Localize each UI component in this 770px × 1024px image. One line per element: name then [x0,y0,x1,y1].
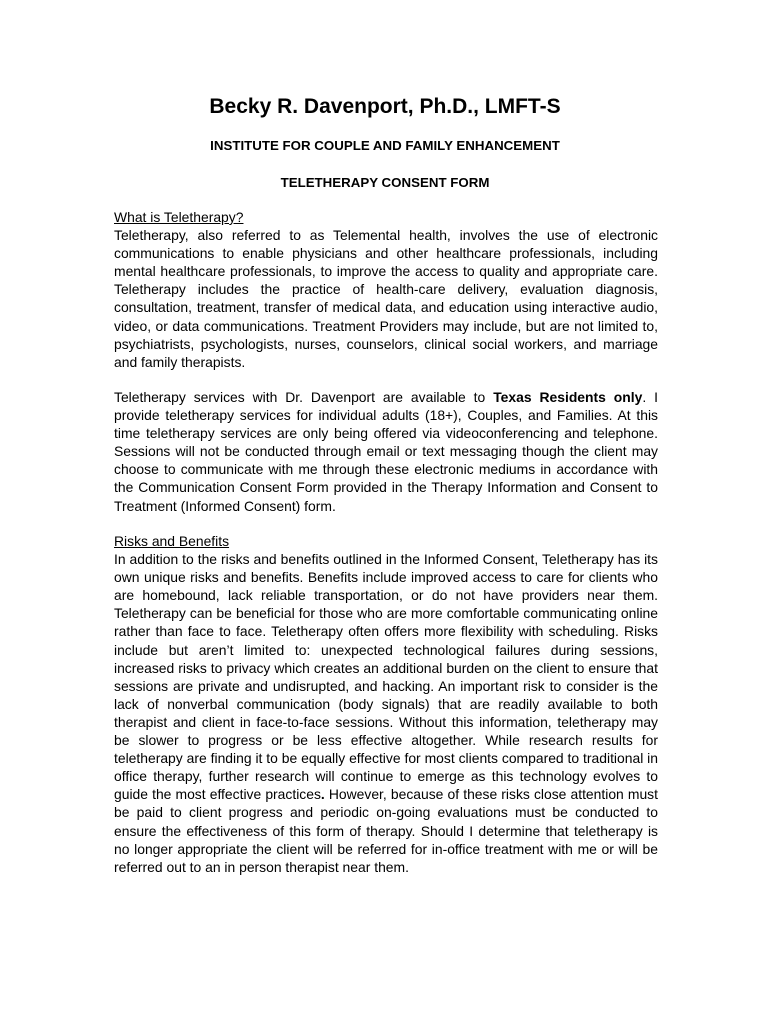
services-text-after-bold: . I provide teletherapy services for individual adults (18+), Couples, and Families. At this time teletherapy services are only being offered via videoconferencing and telephone. Sessions will not be conducted through email or text messaging though the client may choose to communicate with me through these electronic mediums in accordance with the Communication Consent Form provided in the Therapy Information and Consent to Treatment (Informed Consent) form. [114,389,659,514]
section-what-is-teletherapy [114,208,658,371]
section-body-risks-and-benefits [114,550,658,876]
section-body-services [114,388,658,515]
section-services [114,388,658,515]
section-heading-risks-and-benefits: Risks and Benefits [114,533,230,549]
risks-text-part1: In addition to the risks and benefits outlined in the Informed Consent, Teletherapy has its own unique risks and benefits. Benefits include improved access to care for clients who are homebound, lack reliable transportation, or do not have providers near them. Teletherapy can be beneficial for those who are more comfortable communicating online rather than face to face. Teletherapy often offers more flexibility with scheduling. Risks include but aren’t limited to: unexpected technological failures during sessions, increased risks to privacy which creates an additional burden on the client to ensure that sessions are private and undisrupted, and hacking. An important risk to consider is the lack of nonverbal communication (body signals) that are readily available to both therapist and client in face-to-face sessions. Without this information, teletherapy may be slower to progress or be less effective altogether. While research results for teletherapy are finding it to be equally effective for most clients compared to traditional in office therapy, further research will continue to emerge as this technology evolves to guide the most effective practices [114,551,658,803]
section-risks-and-benefits [114,532,658,876]
section-body-what-is-teletherapy: Teletherapy, also referred to as Telemental health, involves the use of electronic communications to enable physicians and other healthcare professionals, including mental healthcare professionals, to improve the access to quality and appropriate care. Teletherapy includes the practice of health-care delivery, evaluation diagnosis, consultation, treatment, transfer of medical data, and education using interactive audio, video, or data communications. Treatment Providers may include, but are not limited to, psychiatrists, psychologists, nurses, counselors, clinical social workers, and marriage and family therapists. [114,227,658,370]
services-text-before-bold: Teletherapy services with Dr. Davenport are available to [114,389,494,405]
institute-name: INSTITUTE FOR COUPLE AND FAMILY ENHANCEMENT [210,138,560,153]
services-texas-residents-only: Texas Residents only [493,389,643,405]
section-heading-what-is-teletherapy: What is Teletherapy? [114,209,244,225]
risks-text-part2: However, because of these risks close attention must be paid to client progress and periodic on-going evaluations must be conducted to ensure the effectiveness of this form of therapy. Should I determine that teletherapy is no longer appropriate the client will be referred for in-office treatment with me or will be referred out to an in person therapist near them. [114,786,658,875]
form-name: TELETHERAPY CONSENT FORM [280,175,490,190]
risks-bold-period: . [320,786,325,803]
document-title: Becky R. Davenport, Ph.D., LMFT-S [209,95,561,118]
